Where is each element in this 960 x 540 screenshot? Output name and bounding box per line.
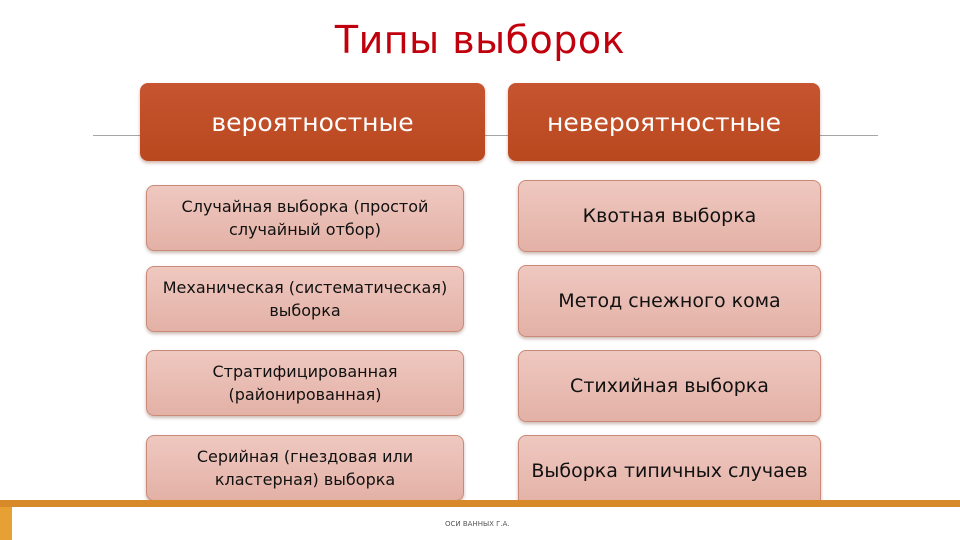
left-item-stratified: [146, 350, 464, 416]
non-probabilistic-header: невероятностные: [508, 83, 820, 161]
bottom-accent-bar: [0, 500, 960, 507]
right-item-label: Метод снежного кома: [558, 289, 781, 312]
left-item-label: Серийная (гнездовая или кластерная) выборка: [196, 447, 414, 489]
right-item-snowball: [518, 265, 821, 337]
left-item-mechanical: [146, 266, 464, 332]
header-connector-line-right: [820, 135, 878, 136]
right-item-label: Стихийная выборка: [570, 374, 769, 397]
bottom-left-accent: [0, 507, 12, 540]
left-item-label: Механическая (систематическая) выборка: [162, 278, 448, 320]
left-item-serial: [146, 435, 464, 501]
footer-author: ОСИ ВАННЫХ Г.А.: [445, 520, 510, 528]
slide-title: Типы выборок: [334, 18, 626, 62]
header-connector-line-middle: [485, 135, 508, 136]
right-item-spontaneous: [518, 350, 821, 422]
right-item-quota: [518, 180, 821, 252]
left-item-label: Стратифицированная (районированная): [212, 362, 398, 404]
left-item-label: Случайная выборка (простой случайный отбор): [181, 197, 429, 239]
left-item-random: [146, 185, 464, 251]
right-item-label: Квотная выборка: [582, 204, 757, 227]
probabilistic-header: вероятностные: [140, 83, 485, 161]
header-connector-line-left: [93, 135, 143, 136]
right-item-label: Выборка типичных случаев: [531, 459, 808, 482]
right-item-typical-cases: [518, 435, 821, 507]
